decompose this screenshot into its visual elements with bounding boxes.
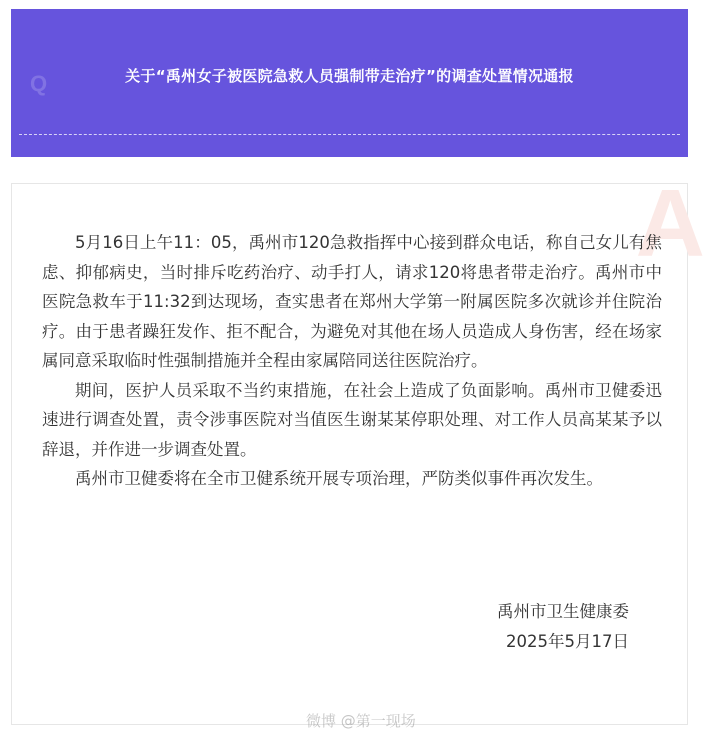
paragraph-2: 期间，医护人员采取不当约束措施，在社会上造成了负面影响。禹州市卫健委迅速进行调查处置，责令涉事医院对当值医生谢某某停职处理、对工作人员高某某予以辞退，并作进一步调查处置。	[42, 380, 662, 459]
paragraph-1: 5月16日上午11：05，禹州市120急救指挥中心接到群众电话，称自己女儿有焦虑、抑郁病史，当时排斥吃药治疗、动手打人，请求120将患者带走治疗。禹州市中医院急救车于11:32到达现场，查实患者在郑州大学第一附属医院多次就诊并住院治疗。由于患者躁狂发作、拒不配合，为避免对其他在场人员造成人身伤害，经在场家属同意采取临时性强制措施并全程由家属陪同送往医院治疗。	[42, 233, 662, 370]
header-banner	[11, 9, 688, 157]
signature-block	[429, 597, 629, 656]
weibo-watermark: 微博 @第一现场	[306, 712, 416, 730]
signature-date: 2025年5月17日	[506, 631, 629, 651]
page-title: 关于“禹州女子被医院急救人员强制带走治疗”的调查处置情况通报	[125, 67, 574, 85]
paragraph-3: 禹州市卫健委将在全市卫健系统开展专项治理，严防类似事件再次发生。	[75, 469, 603, 488]
notice-body	[42, 228, 662, 494]
notice-card	[11, 170, 705, 725]
banner-divider	[19, 134, 680, 135]
signature-org: 禹州市卫生健康委	[497, 602, 629, 621]
card-decor-letter: A	[635, 170, 705, 277]
banner-decor-letter: Q	[30, 71, 48, 96]
